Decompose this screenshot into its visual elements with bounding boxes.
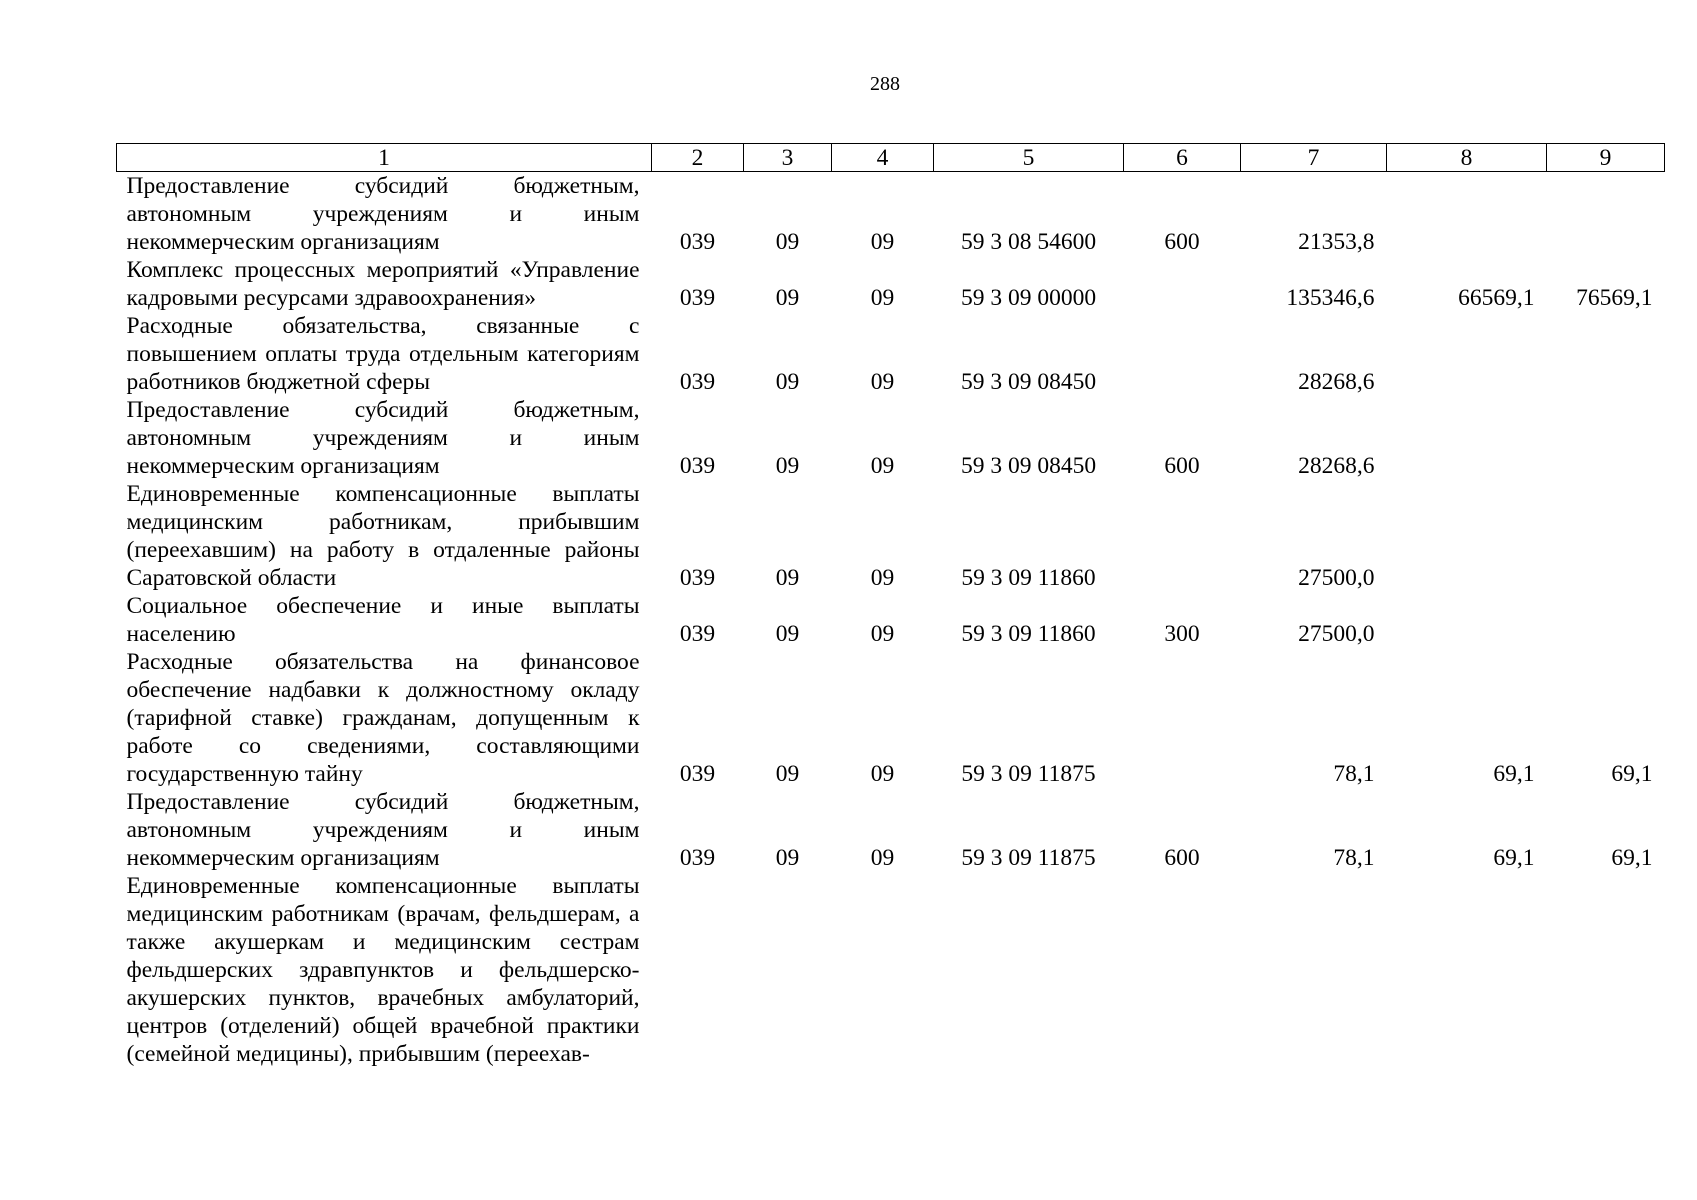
cell-c2: 039	[679, 369, 716, 395]
cell-c9	[1547, 592, 1665, 648]
cell-c8: 66569,1	[1458, 285, 1535, 311]
table-row	[117, 592, 1665, 648]
cell-c7: 28268,6	[1298, 369, 1375, 395]
cell-c2	[652, 872, 744, 1068]
budget-table	[116, 143, 1665, 1068]
cell-c6: 600	[1164, 845, 1200, 871]
cell-c3	[744, 872, 832, 1068]
table-row	[117, 396, 1665, 480]
cell-c4	[832, 872, 934, 1068]
cell-c6: 600	[1164, 229, 1200, 255]
cell-c7	[1241, 872, 1387, 1068]
column-header-2: 2	[652, 144, 744, 172]
cell-c9: 69,1	[1611, 845, 1653, 871]
cell-c3: 09	[775, 761, 800, 787]
cell-c2: 039	[679, 845, 716, 871]
cell-c2: 039	[679, 285, 716, 311]
cell-c5: 59 3 09 08450	[960, 369, 1097, 395]
column-header-5: 5	[934, 144, 1124, 172]
cell-c4: 09	[870, 229, 895, 255]
cell-c7: 78,1	[1333, 845, 1375, 871]
cell-c8	[1387, 480, 1547, 592]
cell-c2: 039	[679, 761, 716, 787]
cell-c7: 27500,0	[1298, 621, 1375, 647]
cell-c5: 59 3 09 11860	[961, 621, 1096, 647]
cell-c8	[1387, 312, 1547, 396]
cell-c7: 78,1	[1333, 761, 1375, 787]
row-name: Предоставление субсидий бюджетным, автономным учреждениям и иным некоммерческим организациям	[126, 789, 640, 871]
cell-c9: 76569,1	[1576, 285, 1653, 311]
column-header-6: 6	[1124, 144, 1241, 172]
cell-c9	[1547, 172, 1665, 257]
cell-c5: 59 3 08 54600	[960, 229, 1097, 255]
cell-c5: 59 3 09 11875	[961, 845, 1096, 871]
cell-c4: 09	[870, 761, 895, 787]
row-name: Расходные обязательства, связанные с повышением оплаты труда отдельным категориям работников бюджетной сферы	[126, 313, 640, 395]
cell-c8: 69,1	[1493, 761, 1535, 787]
cell-c2: 039	[679, 565, 716, 591]
cell-c5: 59 3 09 00000	[960, 285, 1097, 311]
cell-c3: 09	[775, 453, 800, 479]
row-name: Единовременные компенсационные выплаты медицинским работникам (врачам, фельдшерам, а также акушеркам и медицинским сестрам фельдшерских здравпунктов и фельдшерско-акушерских пунктов, врачебных амбулаторий, центров (отделений) общей врачебной практики (семейной медицины), прибывшим (переехав-	[126, 873, 640, 1067]
cell-c3: 09	[775, 229, 800, 255]
cell-c4: 09	[870, 621, 895, 647]
cell-c6	[1124, 648, 1241, 788]
column-header-4: 4	[832, 144, 934, 172]
cell-c9: 69,1	[1611, 761, 1653, 787]
table-row	[117, 480, 1665, 592]
cell-c4: 09	[870, 369, 895, 395]
cell-c9	[1547, 480, 1665, 592]
row-name: Комплекс процессных мероприятий «Управление кадровыми ресурсами здравоохранения»	[126, 257, 640, 311]
row-name: Предоставление субсидий бюджетным, автономным учреждениям и иным некоммерческим организациям	[126, 173, 640, 255]
cell-c9	[1547, 312, 1665, 396]
cell-c4: 09	[870, 453, 895, 479]
table-row	[117, 872, 1665, 1068]
table-row	[117, 648, 1665, 788]
column-header-7: 7	[1241, 144, 1387, 172]
cell-c8	[1387, 172, 1547, 257]
cell-c6	[1124, 872, 1241, 1068]
table-header-row	[117, 144, 1665, 172]
cell-c8: 69,1	[1493, 845, 1535, 871]
cell-c4: 09	[870, 565, 895, 591]
cell-c3: 09	[775, 845, 800, 871]
column-header-3: 3	[744, 144, 832, 172]
cell-c6	[1124, 312, 1241, 396]
cell-c3: 09	[775, 369, 800, 395]
row-name: Единовременные компенсационные выплаты медицинским работникам, прибывшим (переехавшим) на работу в отдаленные районы Саратовской области	[126, 481, 640, 591]
page-number: 288	[870, 73, 900, 95]
cell-c6: 600	[1164, 453, 1200, 479]
row-name: Социальное обеспечение и иные выплаты населению	[126, 593, 640, 647]
cell-c8	[1387, 396, 1547, 480]
cell-c7: 28268,6	[1298, 453, 1375, 479]
cell-c2: 039	[679, 229, 716, 255]
column-header-8: 8	[1387, 144, 1547, 172]
row-name: Расходные обязательства на финансовое обеспечение надбавки к должностному окладу (тарифной ставке) гражданам, допущенным к работе со сведениями, составляющими государственную тайну	[126, 649, 640, 787]
cell-c2: 039	[679, 621, 716, 647]
cell-c4: 09	[870, 285, 895, 311]
row-name: Предоставление субсидий бюджетным, автономным учреждениям и иным некоммерческим организациям	[126, 397, 640, 479]
cell-c6	[1124, 256, 1241, 312]
cell-c3: 09	[775, 621, 800, 647]
cell-c5: 59 3 09 11860	[961, 565, 1096, 591]
cell-c5: 59 3 09 08450	[960, 453, 1097, 479]
cell-c6	[1124, 480, 1241, 592]
cell-c2: 039	[679, 453, 716, 479]
table-row	[117, 788, 1665, 872]
cell-c5: 59 3 09 11875	[961, 761, 1096, 787]
cell-c8	[1387, 872, 1547, 1068]
cell-c4: 09	[870, 845, 895, 871]
cell-c8	[1387, 592, 1547, 648]
cell-c6: 300	[1164, 621, 1200, 647]
column-header-9: 9	[1547, 144, 1665, 172]
cell-c9	[1547, 396, 1665, 480]
cell-c7: 27500,0	[1298, 565, 1375, 591]
cell-c3: 09	[775, 565, 800, 591]
column-header-1: 1	[117, 144, 652, 172]
cell-c7: 21353,8	[1298, 229, 1375, 255]
cell-c7: 135346,6	[1286, 285, 1375, 311]
cell-c5	[934, 872, 1124, 1068]
table-row	[117, 172, 1665, 257]
table-row	[117, 256, 1665, 312]
table-row	[117, 312, 1665, 396]
cell-c3: 09	[775, 285, 800, 311]
cell-c9	[1547, 872, 1665, 1068]
